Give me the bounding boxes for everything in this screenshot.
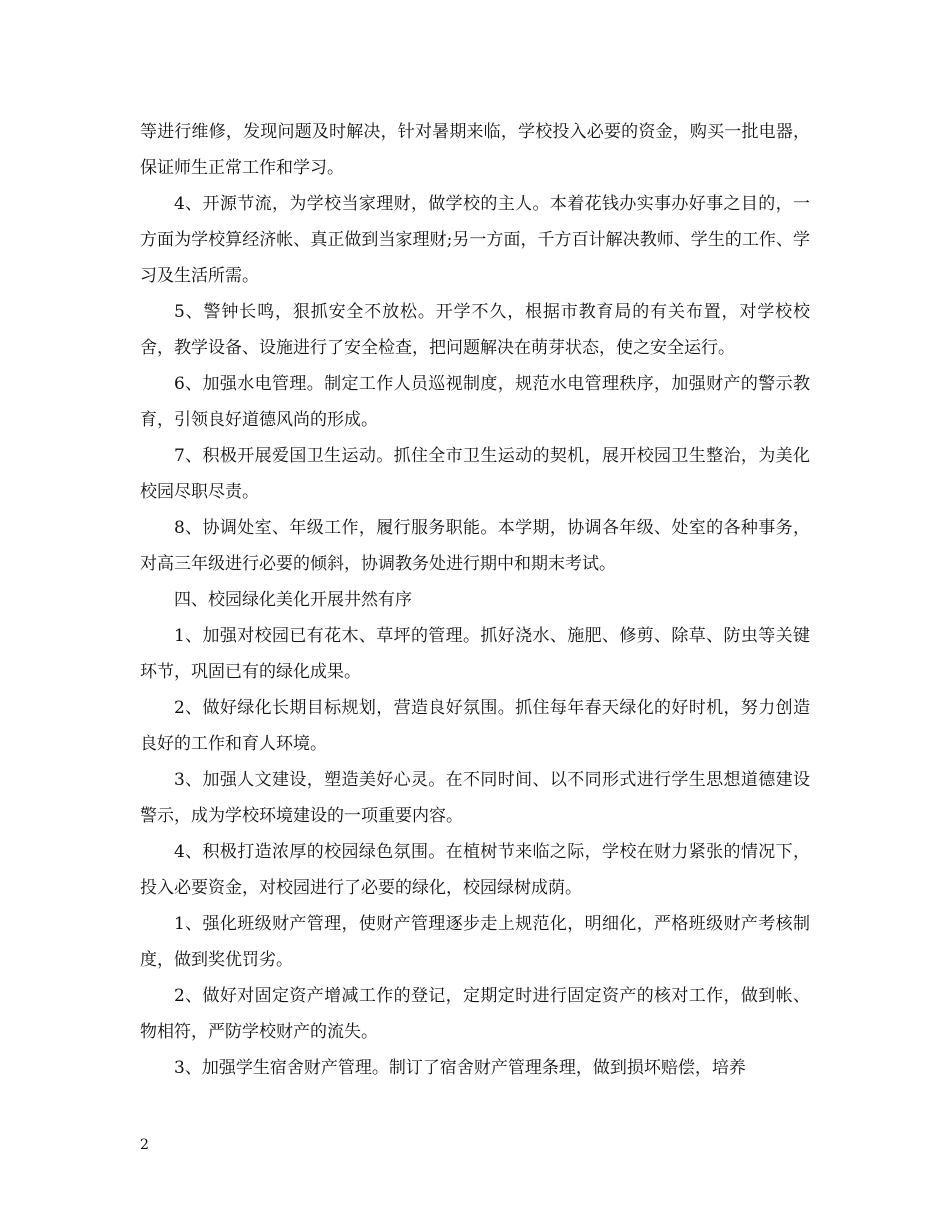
paragraph: 1、强化班级财产管理，使财产管理逐步走上规范化，明细化，严格班级财产考核制度，做到奖优罚劣。 [140,914,810,970]
paragraph: 2、做好对固定资产增减工作的登记，定期定时进行固定资产的核对工作，做到帐、物相符，严防学校财产的流失。 [140,986,810,1042]
paragraph: 等进行维修，发现问题及时解决，针对暑期来临，学校投入必要的资金，购买一批电器，保证师生正常工作和学习。 [140,122,810,178]
paragraph: 3、加强人文建设，塑造美好心灵。在不同时间、以不同形式进行学生思想道德建设警示，成为学校环境建设的一项重要内容。 [140,770,810,826]
paragraph: 1、加强对校园已有花木、草坪的管理。抓好浇水、施肥、修剪、除草、防虫等关键环节，巩固已有的绿化成果。 [140,626,810,682]
paragraph: 5、警钟长鸣，狠抓安全不放松。开学不久，根据市教育局的有关布置，对学校校舍，教学设备、设施进行了安全检查，把问题解决在萌芽状态，使之安全运行。 [140,302,810,358]
body-text [140,114,810,1086]
paragraph: 3、加强学生宿舍财产管理。制订了宿舍财产管理条理，做到损坏赔偿，培养 [174,1058,746,1078]
paragraph: 8、协调处室、年级工作，履行服务职能。本学期，协调各年级、处室的各种事务，对高三年级进行必要的倾斜，协调教务处进行期中和期末考试。 [140,518,810,574]
paragraph: 2、做好绿化长期目标规划，营造良好氛围。抓住每年春天绿化的好时机，努力创造良好的工作和育人环境。 [140,698,810,754]
paragraph: 4、开源节流，为学校当家理财，做学校的主人。本着花钱办实事办好事之目的，一方面为学校算经济帐、真正做到当家理财;另一方面，千方百计解决教师、学生的工作、学习及生活所需。 [140,194,810,286]
paragraph: 7、积极开展爱国卫生运动。抓住全市卫生运动的契机，展开校园卫生整治，为美化校园尽职尽责。 [140,446,810,502]
paragraph: 4、积极打造浓厚的校园绿色氛围。在植树节来临之际，学校在财力紧张的情况下，投入必要资金，对校园进行了必要的绿化，校园绿树成荫。 [140,842,810,898]
paragraph: 6、加强水电管理。制定工作人员巡视制度，规范水电管理秩序，加强财产的警示教育，引领良好道德风尚的形成。 [140,374,810,430]
page-number: 2 [140,1137,149,1153]
section-heading: 四、校园绿化美化开展井然有序 [174,590,412,610]
